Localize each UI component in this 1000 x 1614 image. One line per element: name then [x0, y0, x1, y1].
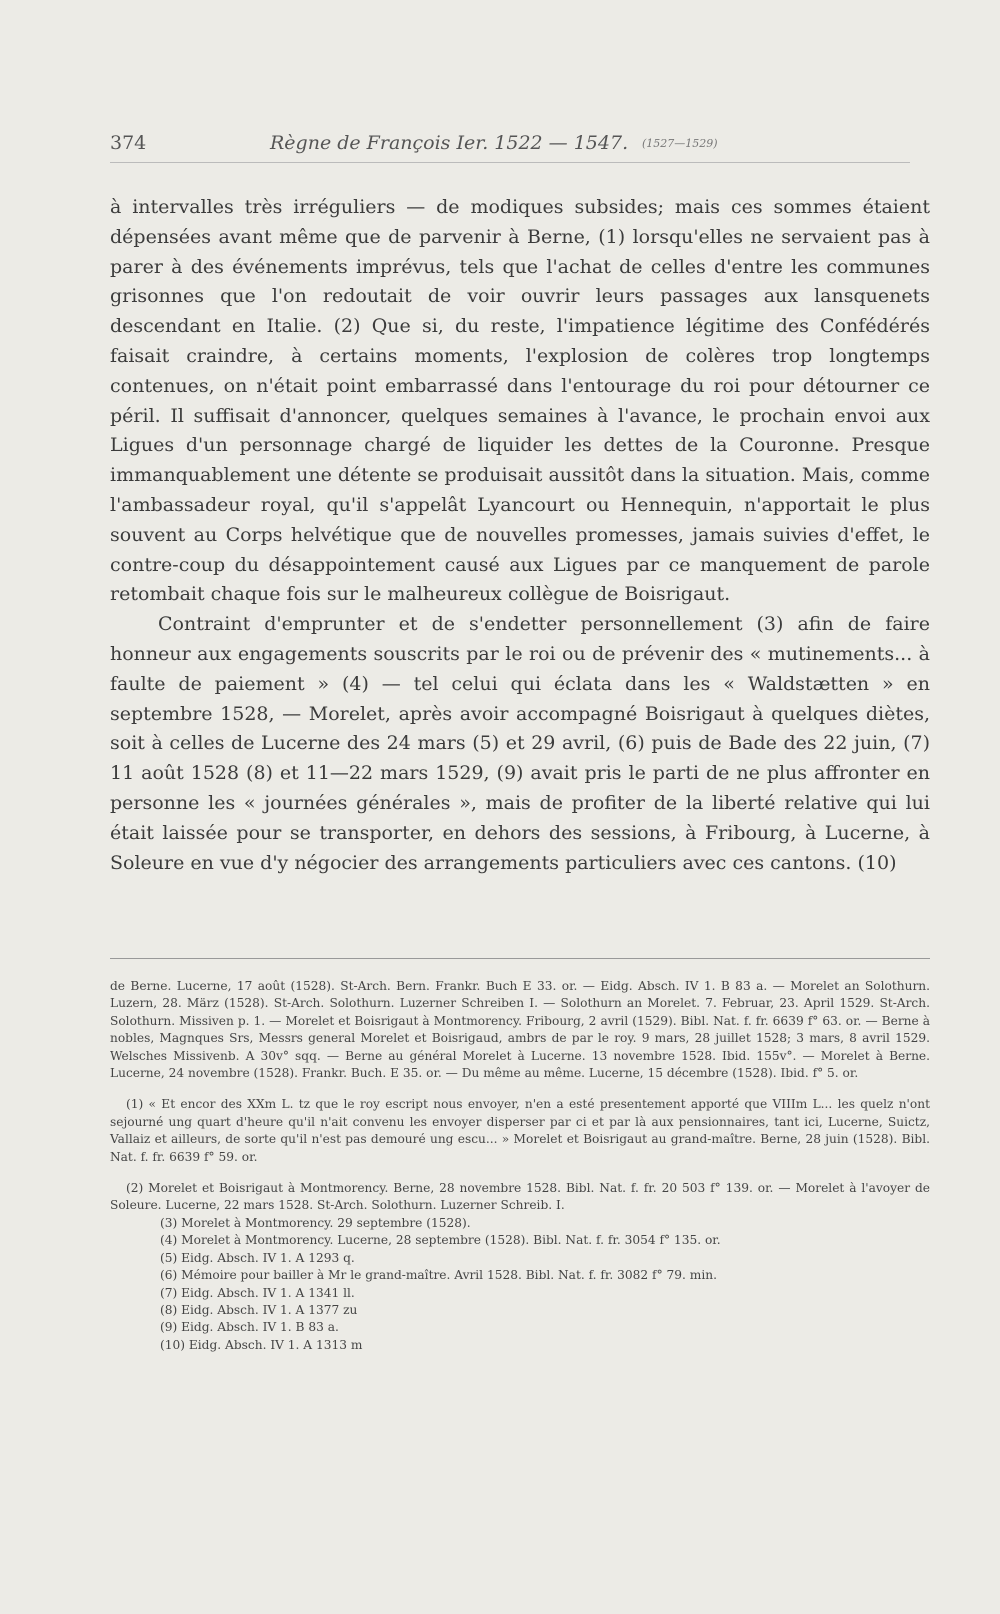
main-text	[110, 193, 930, 878]
footnote-rule	[110, 958, 930, 959]
footnote-4: (4) Morelet à Montmorency. Lucerne, 28 septembre (1528). Bibl. Nat. f. fr. 3054 f° 135. or.	[160, 1233, 721, 1248]
footnote-3: (3) Morelet à Montmorency. 29 septembre (1528).	[160, 1215, 471, 1230]
footnote-6: (6) Mémoire pour bailler à Mr le grand-maître. Avril 1528. Bibl. Nat. f. fr. 3082 f° 79. min.	[160, 1268, 717, 1283]
footnote-1: (1) « Et encor des XXm L. tz que le roy escript nous envoyer, n'en a esté presentement apporté que VIIIm L... les quelz n'ont sejourné ung quart d'heure qu'il n'ait convenu les envoyer disperser par ci et par là aux pensionnaires, tant ici, Lucerne, Suictz, Vallaiz et ailleurs, de sorte qu'il n'est pas demouré ung escu... » Morelet et Boisrigaut au grand-maître. Berne, 28 juin (1528). Bibl. Nat. f. fr. 6639 f° 59. or.	[110, 1097, 930, 1164]
footnote-10: (10) Eidg. Absch. IV 1. A 1313 m	[160, 1337, 363, 1352]
footnote-9: (9) Eidg. Absch. IV 1. B 83 a.	[160, 1320, 339, 1335]
footnote-8: (8) Eidg. Absch. IV 1. A 1377 zu	[160, 1302, 358, 1317]
footnote-5: (5) Eidg. Absch. IV 1. A 1293 q.	[160, 1250, 355, 1265]
running-title: Règne de François Ier. 1522 — 1547.	[270, 132, 629, 154]
paragraph-1: à intervalles très irréguliers — de modiques subsides; mais ces sommes étaient dépensées avant même que de parvenir à Berne, (1) lorsqu'elles ne servaient pas à parer à des événements imprévus, tels que l'achat de celles d'entre les communes grisonnes que l'on redoutait de voir ouvrir leurs passages aux lansquenets descendant en Italie. (2) Que si, du reste, l'impatience légitime des Confédérés faisait craindre, à certains moments, l'explosion de colères trop longtemps contenues, on n'était point embarrassé dans l'entourage du roi pour détourner ce péril. Il suffisait d'annoncer, quelques semaines à l'avance, le prochain envoi aux Ligues d'un personnage chargé de liquider les dettes de la Couronne. Presque immanquablement une détente se produisait aussitôt dans la situation. Mais, comme l'ambassadeur royal, qu'il s'appelât Lyancourt ou Hennequin, n'apportait le plus souvent au Corps helvétique que de nouvelles promesses, jamais suivies d'effet, le contre-coup du désappointement causé aux Ligues par ce manquement de parole retombait chaque fois sur le malheureux collègue de Boisrigaut.	[110, 196, 930, 606]
footnotes	[110, 978, 930, 1354]
footnote-continuation: de Berne. Lucerne, 17 août (1528). St-Arch. Bern. Frankr. Buch E 33. or. — Eidg. Absch. IV 1. B 83 a. — Morelet an Solothurn. Luzern, 28. März (1528). St-Arch. Solothurn. Luzerner Schreiben I. — Solothurn an Morelet. 7. Februar, 23. April 1529. St-Arch. Solothurn. Missiven p. 1. — Morelet et Boisrigaut à Montmorency. Fribourg, 2 avril (1529). Bibl. Nat. f. fr. 6639 f° 63. or. — Berne à nobles, Magnques Srs, Messrs general Morelet et Boisrigaud, ambrs de par le roy. 9 mars, 28 juillet 1528; 3 mars, 8 avril 1529. Welsches Missivenb. A 30v° sqq. — Berne au général Morelet à Lucerne. 13 novembre 1528. Ibid. 155v°. — Morelet à Berne. Lucerne, 24 novembre (1528). Frankr. Buch. E 35. or. — Du même au même. Lucerne, 15 décembre (1528). Ibid. f° 5. or.	[110, 979, 930, 1081]
footnote-2: (2) Morelet et Boisrigaut à Montmorency. Berne, 28 novembre 1528. Bibl. Nat. f. fr. 20 503 f° 139. or. — Morelet à l'avoyer de Soleure. Lucerne, 22 mars 1528. St-Arch. Solothurn. Luzerner Schreib. I.	[110, 1181, 930, 1213]
page-number: 374	[110, 132, 147, 154]
running-header	[110, 132, 910, 162]
header-rule	[110, 162, 910, 163]
footnote-7: (7) Eidg. Absch. IV 1. A 1341 ll.	[160, 1285, 355, 1300]
footnote-list	[110, 1215, 930, 1354]
date-range: (1527—1529)	[642, 137, 718, 150]
paragraph-2: Contraint d'emprunter et de s'endetter personnellement (3) afin de faire honneur aux engagements souscrits par le roi ou de prévenir des « mutinements... à faulte de paiement » (4) — tel celui qui éclata dans les « Waldstætten » en septembre 1528, — Morelet, après avoir accompagné Boisrigaut à quelques diètes, soit à celles de Lucerne des 24 mars (5) et 29 avril, (6) puis de Bade des 22 juin, (7) 11 août 1528 (8) et 11—22 mars 1529, (9) avait pris le parti de ne plus affronter en personne les « journées générales », mais de profiter de la liberté relative qui lui était laissée pour se transporter, en dehors des sessions, à Fribourg, à Lucerne, à Soleure en vue d'y négocier des arrangements particuliers avec ces cantons. (10)	[110, 613, 930, 874]
